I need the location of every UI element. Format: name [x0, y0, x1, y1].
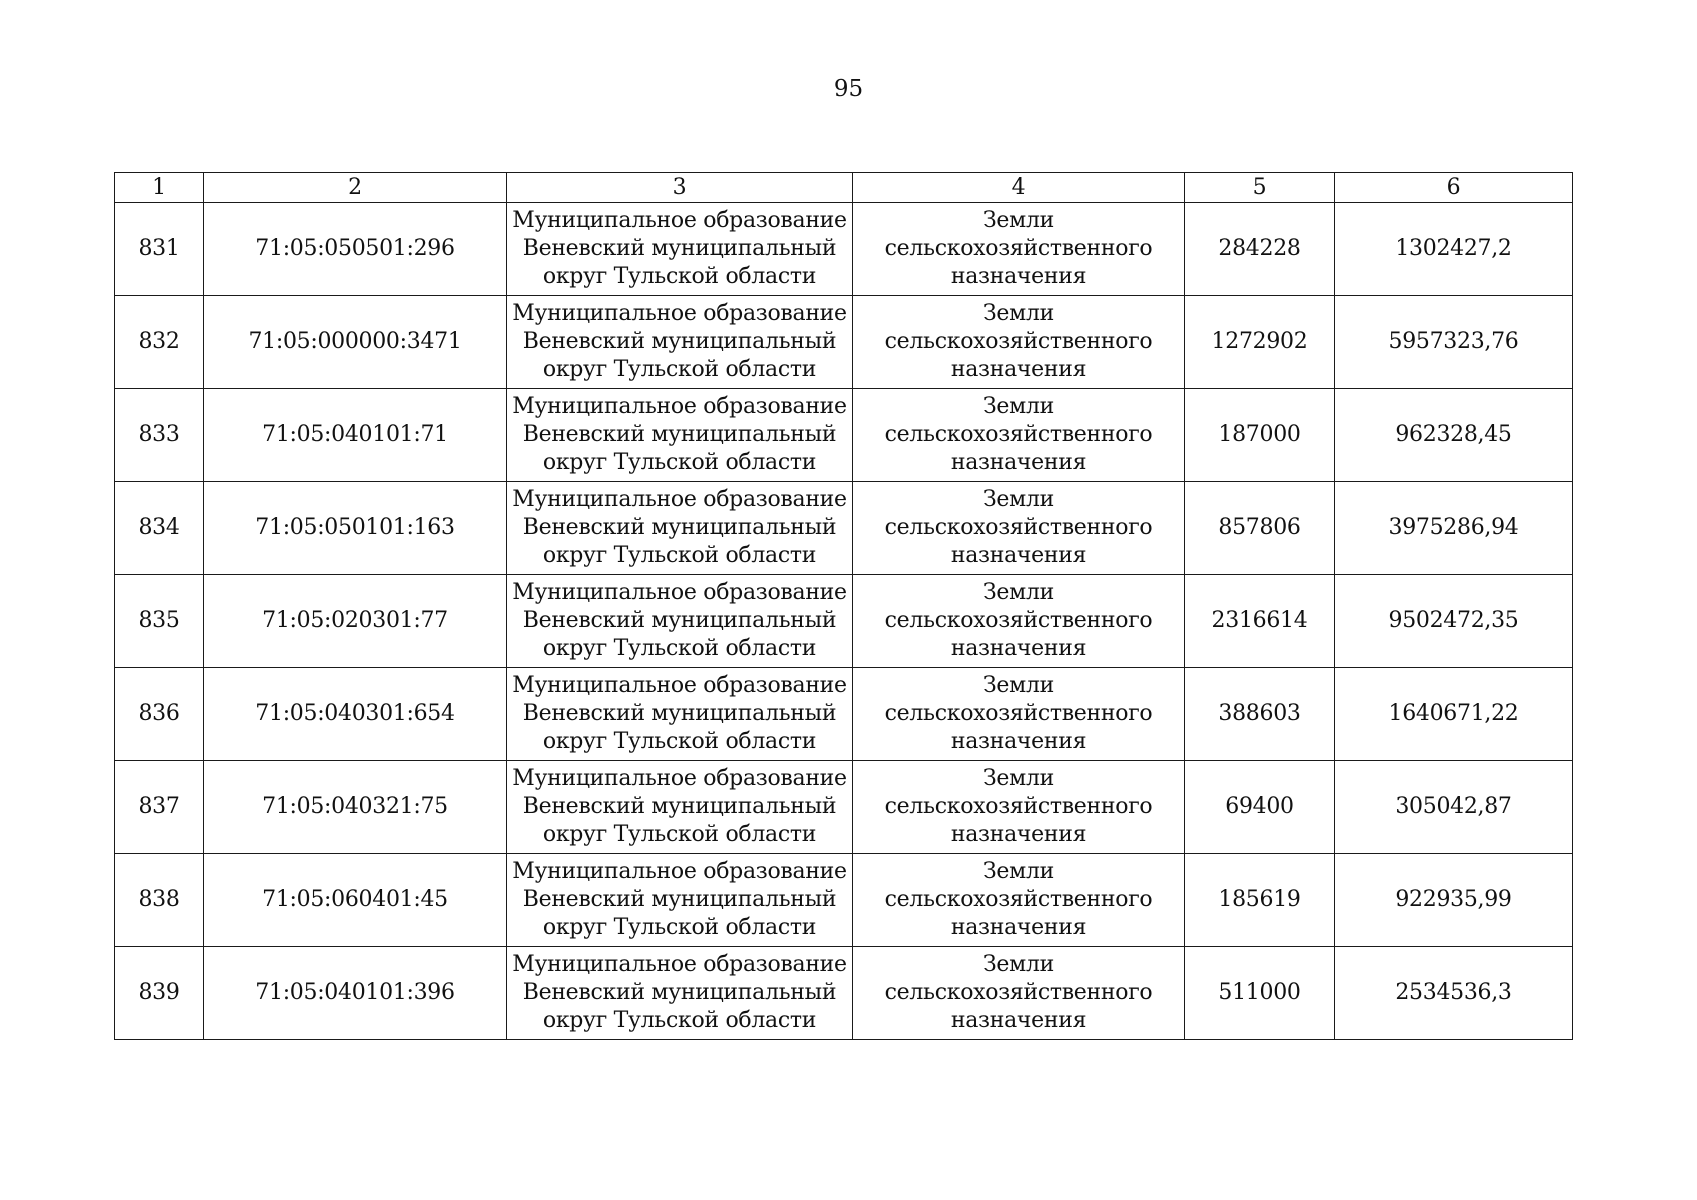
owner-cell: Муниципальное образование Веневский муниципальный округ Тульской области: [507, 203, 853, 296]
header-cell-6: 6: [1335, 173, 1573, 203]
table-row: [115, 854, 1573, 947]
land-category-cell: Земли сельскохозяйственного назначения: [853, 203, 1185, 296]
table-row: [115, 296, 1573, 389]
cadastral-value-cell: 962328,45: [1335, 389, 1573, 482]
owner-cell: Муниципальное образование Веневский муниципальный округ Тульской области: [507, 761, 853, 854]
row-number-cell: 838: [115, 854, 204, 947]
cadastral-value-cell: 9502472,35: [1335, 575, 1573, 668]
area-cell: 511000: [1185, 947, 1335, 1040]
cadastral-number-cell: 71:05:050501:296: [204, 203, 507, 296]
land-category-cell: Земли сельскохозяйственного назначения: [853, 482, 1185, 575]
area-cell: 388603: [1185, 668, 1335, 761]
area-cell: 2316614: [1185, 575, 1335, 668]
table-row: [115, 668, 1573, 761]
cadastral-number-cell: 71:05:020301:77: [204, 575, 507, 668]
cadastral-number-cell: 71:05:050101:163: [204, 482, 507, 575]
cadastral-number-cell: 71:05:040101:396: [204, 947, 507, 1040]
row-number-cell: 839: [115, 947, 204, 1040]
table-row: [115, 203, 1573, 296]
cadastral-value-cell: 305042,87: [1335, 761, 1573, 854]
area-cell: 284228: [1185, 203, 1335, 296]
table-header-row: [115, 173, 1573, 203]
land-category-cell: Земли сельскохозяйственного назначения: [853, 668, 1185, 761]
owner-cell: Муниципальное образование Веневский муниципальный округ Тульской области: [507, 947, 853, 1040]
table-row: [115, 761, 1573, 854]
cadastral-value-cell: 1640671,22: [1335, 668, 1573, 761]
owner-cell: Муниципальное образование Веневский муниципальный округ Тульской области: [507, 575, 853, 668]
row-number-cell: 833: [115, 389, 204, 482]
land-category-cell: Земли сельскохозяйственного назначения: [853, 389, 1185, 482]
owner-cell: Муниципальное образование Веневский муниципальный округ Тульской области: [507, 482, 853, 575]
owner-cell: Муниципальное образование Веневский муниципальный округ Тульской области: [507, 854, 853, 947]
row-number-cell: 832: [115, 296, 204, 389]
header-cell-5: 5: [1185, 173, 1335, 203]
table-row: [115, 575, 1573, 668]
cadastral-number-cell: 71:05:040101:71: [204, 389, 507, 482]
land-plots-table: [114, 172, 1573, 1040]
land-category-cell: Земли сельскохозяйственного назначения: [853, 947, 1185, 1040]
cadastral-number-cell: 71:05:040301:654: [204, 668, 507, 761]
header-cell-2: 2: [204, 173, 507, 203]
cadastral-value-cell: 5957323,76: [1335, 296, 1573, 389]
land-category-cell: Земли сельскохозяйственного назначения: [853, 296, 1185, 389]
row-number-cell: 837: [115, 761, 204, 854]
area-cell: 185619: [1185, 854, 1335, 947]
header-cell-3: 3: [507, 173, 853, 203]
cadastral-value-cell: 3975286,94: [1335, 482, 1573, 575]
land-category-cell: Земли сельскохозяйственного назначения: [853, 761, 1185, 854]
cadastral-number-cell: 71:05:060401:45: [204, 854, 507, 947]
cadastral-value-cell: 2534536,3: [1335, 947, 1573, 1040]
owner-cell: Муниципальное образование Веневский муниципальный округ Тульской области: [507, 389, 853, 482]
area-cell: 857806: [1185, 482, 1335, 575]
header-cell-1: 1: [115, 173, 204, 203]
page-number: 95: [833, 76, 864, 102]
cadastral-number-cell: 71:05:040321:75: [204, 761, 507, 854]
area-cell: 187000: [1185, 389, 1335, 482]
row-number-cell: 836: [115, 668, 204, 761]
table-row: [115, 482, 1573, 575]
row-number-cell: 834: [115, 482, 204, 575]
table-row: [115, 389, 1573, 482]
land-category-cell: Земли сельскохозяйственного назначения: [853, 575, 1185, 668]
cadastral-value-cell: 922935,99: [1335, 854, 1573, 947]
row-number-cell: 831: [115, 203, 204, 296]
area-cell: 69400: [1185, 761, 1335, 854]
cadastral-number-cell: 71:05:000000:3471: [204, 296, 507, 389]
cadastral-value-cell: 1302427,2: [1335, 203, 1573, 296]
header-cell-4: 4: [853, 173, 1185, 203]
owner-cell: Муниципальное образование Веневский муниципальный округ Тульской области: [507, 668, 853, 761]
table-row: [115, 947, 1573, 1040]
area-cell: 1272902: [1185, 296, 1335, 389]
owner-cell: Муниципальное образование Веневский муниципальный округ Тульской области: [507, 296, 853, 389]
land-category-cell: Земли сельскохозяйственного назначения: [853, 854, 1185, 947]
row-number-cell: 835: [115, 575, 204, 668]
